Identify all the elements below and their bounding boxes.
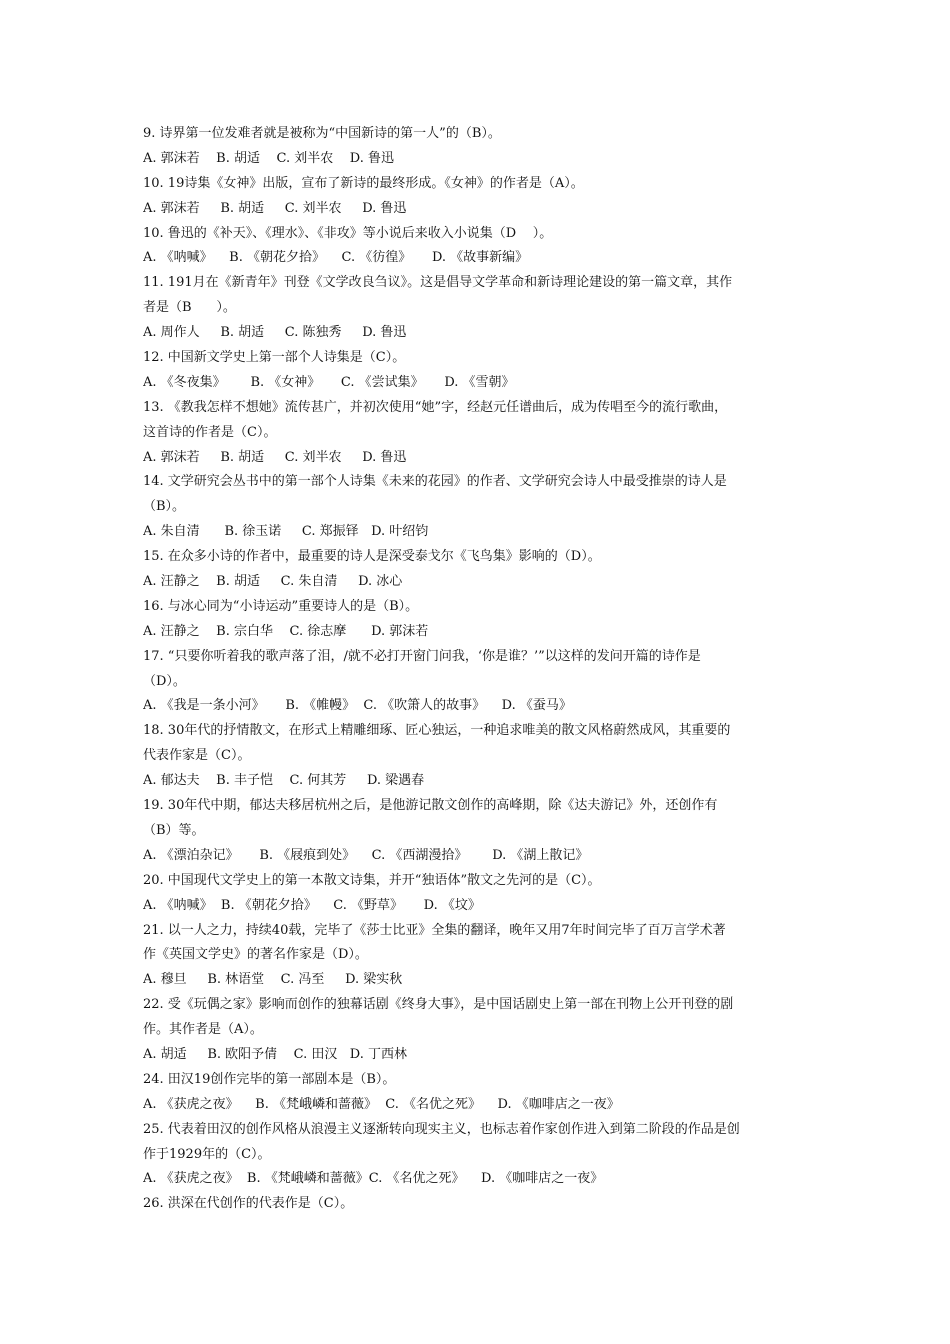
question-line: 16. 与冰心同为“小诗运动”重要诗人的是（B）。 [143, 598, 419, 614]
question-line: 21. 以一人之力，持续40载，完毕了《莎士比亚》全集的翻译，晚年又用7年时间完毕了百万言学术著 [143, 922, 726, 938]
options-line: A. 《呐喊》 B. 《朝花夕拾》 C. 《彷徨》 D. 《故事新编》 [143, 250, 529, 266]
options-line: A. 郭沫若 B. 胡适 C. 刘半农 D. 鲁迅 [143, 449, 407, 465]
options-line: A. 《漂泊杂记》 B. 《屐痕到处》 C. 《西湖漫拾》 D. 《湖上散记》 [143, 847, 589, 863]
options-line: A. 《呐喊》 B. 《朝花夕拾》 C. 《野草》 D. 《坟》 [143, 897, 481, 913]
question-line: 13. 《教我怎样不想她》流传甚广，并初次使用“她”字，经赵元任谱曲后，成为传唱至今的流行歌曲， [143, 399, 728, 415]
question-line: 10. 19诗集《女神》出版，宣布了新诗的最终形成。《女神》的作者是（A）。 [143, 175, 584, 191]
question-line-continued: 代表作家是（C）。 [143, 748, 251, 764]
question-line: 26. 洪深在代创作的代表作是（C）。 [143, 1196, 354, 1212]
question-line-continued: 作于1929年的（C）。 [143, 1146, 271, 1162]
question-line: 15. 在众多小诗的作者中，最重要的诗人是深受泰戈尔《飞鸟集》影响的（D）。 [143, 549, 601, 565]
question-line: 25. 代表着田汉的创作风格从浪漫主义逐渐转向现实主义，也标志着作家创作进入到第二阶段的作品是创 [143, 1121, 740, 1137]
question-line-continued: 作。其作者是（A）。 [143, 1022, 263, 1038]
question-line-continued: 作《英国文学史》的著名作家是（D）。 [143, 947, 368, 963]
question-line: 12. 中国新文学史上第一部个人诗集是（C）。 [143, 350, 406, 366]
question-line: 11. 191月在《新青年》刊登《文学改良刍议》。这是倡导文学革命和新诗理论建设的第一篇文章，其作 [143, 275, 733, 291]
question-line-continued: 这首诗的作者是（C）。 [143, 424, 277, 440]
question-line: 10. 鲁迅的《补天》、《理水》、《非攻》等小说后来收入小说集（D ）。 [143, 225, 553, 241]
options-line: A. 《获虎之夜》 B. 《梵峨嶙和蔷薇》C. 《名优之死》 D. 《咖啡店之一夜》 [143, 1171, 604, 1187]
options-line: A. 郁达夫 B. 丰子恺 C. 何其芳 D. 梁遇春 [143, 773, 425, 789]
question-line-continued: 者是（B ）。 [143, 300, 236, 316]
options-line: A. 郭沫若 B. 胡适 C. 刘半农 D. 鲁迅 [143, 200, 407, 216]
question-line: 9. 诗界第一位发难者就是被称为“中国新诗的第一人”的（B）。 [143, 126, 501, 141]
question-line: 14. 文学研究会丛书中的第一部个人诗集《未来的花园》的作者、文学研究会诗人中最受推崇的诗人是 [143, 474, 727, 490]
question-line: 20. 中国现代文学史上的第一本散文诗集，并开“独语体”散文之先河的是（C）。 [143, 872, 601, 888]
question-line: 22. 受《玩偶之家》影响而创作的独幕话剧《终身大事》，是中国话剧史上第一部在刊物上公开刊登的剧 [143, 997, 734, 1013]
options-line: A. 汪静之 B. 宗白华 C. 徐志摩 D. 郭沫若 [143, 623, 429, 639]
options-line: A. 《冬夜集》 B. 《女神》 C. 《尝试集》 D. 《雪朝》 [143, 374, 515, 390]
options-line: A. 周作人 B. 胡适 C. 陈独秀 D. 鲁迅 [143, 325, 407, 341]
question-line-continued: （B）。 [143, 499, 186, 515]
options-line: A. 《我是一条小河》 B. 《帷幔》 C. 《吹箫人的故事》 D. 《蚕马》 [143, 698, 572, 714]
options-line: A. 穆旦 B. 林语堂 C. 冯至 D. 梁实秋 [143, 972, 403, 988]
question-line: 18. 30年代的抒情散文，在形式上精雕细琢、匠心独运，一种追求唯美的散文风格蔚然成风，其重要的 [143, 723, 731, 739]
document-page [143, 122, 813, 1217]
question-line: 17. “只要你听着我的歌声落了泪，/就不必打开窗门问我，‘你是谁？’”以这样的发问开篇的诗作是 [143, 648, 701, 664]
question-line: 24. 田汉19创作完毕的第一部剧本是（B）。 [143, 1071, 396, 1087]
question-line: 19. 30年代中期，郁达夫移居杭州之后，是他游记散文创作的高峰期，除《达夫游记》外，还创作有 [143, 798, 718, 814]
question-line-continued: （D）。 [143, 673, 186, 689]
question-line-continued: （B）等。 [143, 822, 205, 838]
options-line: A. 《获虎之夜》 B. 《梵峨嶙和蔷薇》 C. 《名优之死》 D. 《咖啡店之一夜》 [143, 1096, 620, 1112]
options-line: A. 朱自清 B. 徐玉诺 C. 郑振铎 D. 叶绍钧 [143, 524, 429, 540]
options-line: A. 郭沫若 B. 胡适 C. 刘半农 D. 鲁迅 [143, 150, 395, 166]
options-line: A. 汪静之 B. 胡适 C. 朱自清 D. 冰心 [143, 574, 403, 590]
options-line: A. 胡适 B. 欧阳予倩 C. 田汉 D. 丁西林 [143, 1046, 408, 1062]
